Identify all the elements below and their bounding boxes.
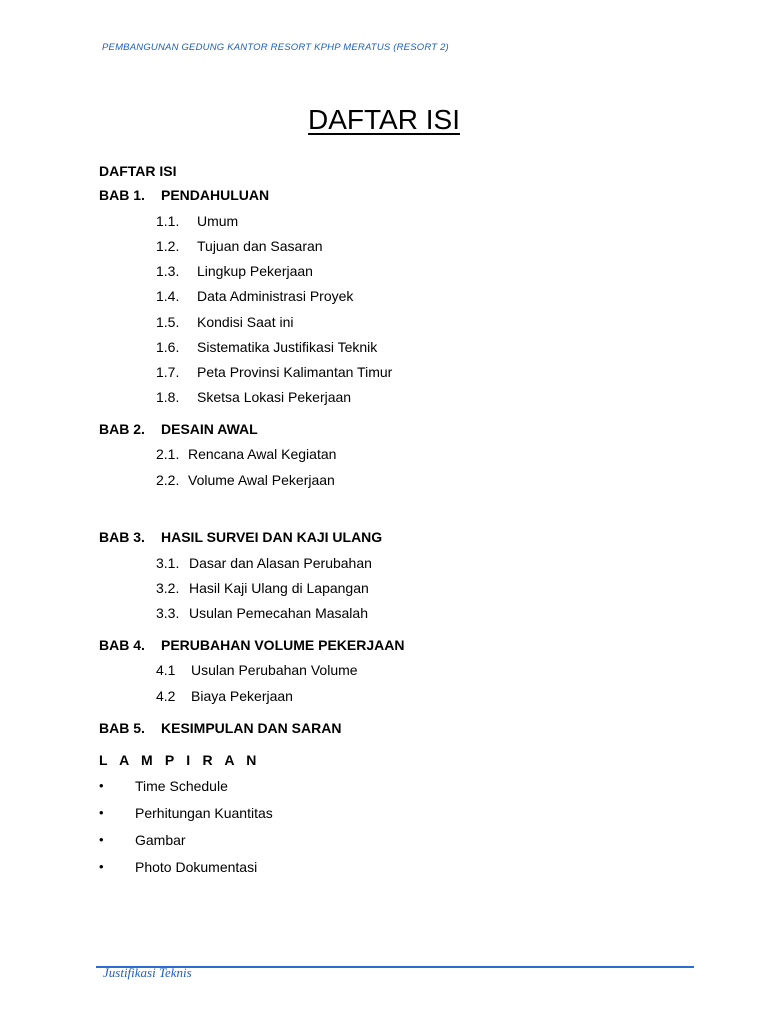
subentry-number: 4.2 — [156, 688, 176, 704]
bullet-icon: • — [99, 832, 104, 847]
chapter-title: HASIL SURVEI DAN KAJI ULANG — [161, 529, 383, 545]
subentry-number: 2.1. — [156, 446, 180, 462]
subentry-title: Biaya Pekerjaan — [191, 688, 293, 704]
chapter-heading-bab1 — [99, 187, 269, 203]
subentry-number: 1.2. — [156, 238, 180, 254]
subentry-title: Lingkup Pekerjaan — [197, 263, 313, 279]
subentry-title: Hasil Kaji Ulang di Lapangan — [189, 580, 369, 596]
chapter-heading-bab4 — [99, 637, 404, 653]
subentry-number: 1.6. — [156, 339, 180, 355]
bullet-icon: • — [99, 805, 104, 820]
subentry-number: 1.3. — [156, 263, 180, 279]
running-footer: Justifikasi Teknis — [103, 965, 192, 980]
subentry-number: 3.2. — [156, 580, 180, 596]
chapter-number: BAB 5. — [99, 720, 145, 736]
appendix-item-text: Photo Dokumentasi — [135, 859, 258, 875]
subentry-number: 1.8. — [156, 389, 180, 405]
subentry-number: 1.4. — [156, 288, 180, 304]
subentry-number: 3.3. — [156, 605, 180, 621]
chapter-heading-bab2 — [99, 421, 258, 437]
subentry-number: 4.1 — [156, 662, 176, 678]
chapter-title: PERUBAHAN VOLUME PEKERJAAN — [161, 637, 405, 653]
chapter-title: DESAIN AWAL — [161, 421, 258, 437]
subentry-title: Usulan Pemecahan Masalah — [189, 605, 368, 621]
subentry-title: Usulan Perubahan Volume — [191, 662, 358, 678]
appendix-item-text: Perhitungan Kuantitas — [135, 805, 273, 821]
toc-entry-daftar-isi: DAFTAR ISI — [99, 163, 177, 179]
subentry-number: 1.7. — [156, 364, 180, 380]
chapter-heading-bab5 — [99, 720, 341, 736]
subentry-title: Rencana Awal Kegiatan — [188, 446, 337, 462]
chapter-title: PENDAHULUAN — [161, 187, 270, 203]
page-title: DAFTAR ISI — [308, 104, 460, 135]
subentry-title: Tujuan dan Sasaran — [197, 238, 323, 254]
subentry-number: 1.1. — [156, 213, 180, 229]
chapter-number: BAB 3. — [99, 529, 145, 545]
chapter-title: KESIMPULAN DAN SARAN — [161, 720, 342, 736]
running-header: PEMBANGUNAN GEDUNG KANTOR RESORT KPHP MERATUS (RESORT 2) — [102, 42, 449, 53]
subentry-title: Volume Awal Pekerjaan — [188, 472, 335, 488]
subentry-number: 3.1. — [156, 555, 180, 571]
subentry-title: Umum — [197, 213, 239, 229]
chapter-number: BAB 2. — [99, 421, 145, 437]
subentry-number: 1.5. — [156, 314, 180, 330]
bullet-icon: • — [99, 778, 104, 793]
appendix-item-text: Gambar — [135, 832, 186, 848]
bullet-icon: • — [99, 859, 104, 874]
subentry-title: Peta Provinsi Kalimantan Timur — [197, 364, 393, 380]
subentry-title: Dasar dan Alasan Perubahan — [189, 555, 372, 571]
subentry-number: 2.2. — [156, 472, 180, 488]
chapter-number: BAB 1. — [99, 187, 145, 203]
chapter-number: BAB 4. — [99, 637, 145, 653]
appendix-item-text: Time Schedule — [135, 778, 228, 794]
subentry-title: Sistematika Justifikasi Teknik — [197, 339, 378, 355]
subentry-title: Data Administrasi Proyek — [197, 288, 354, 304]
chapter-heading-bab3 — [99, 529, 382, 545]
subentry-title: Sketsa Lokasi Pekerjaan — [197, 389, 352, 405]
subentry-title: Kondisi Saat ini — [197, 314, 294, 330]
appendix-heading: L A M P I R A N — [99, 752, 261, 768]
